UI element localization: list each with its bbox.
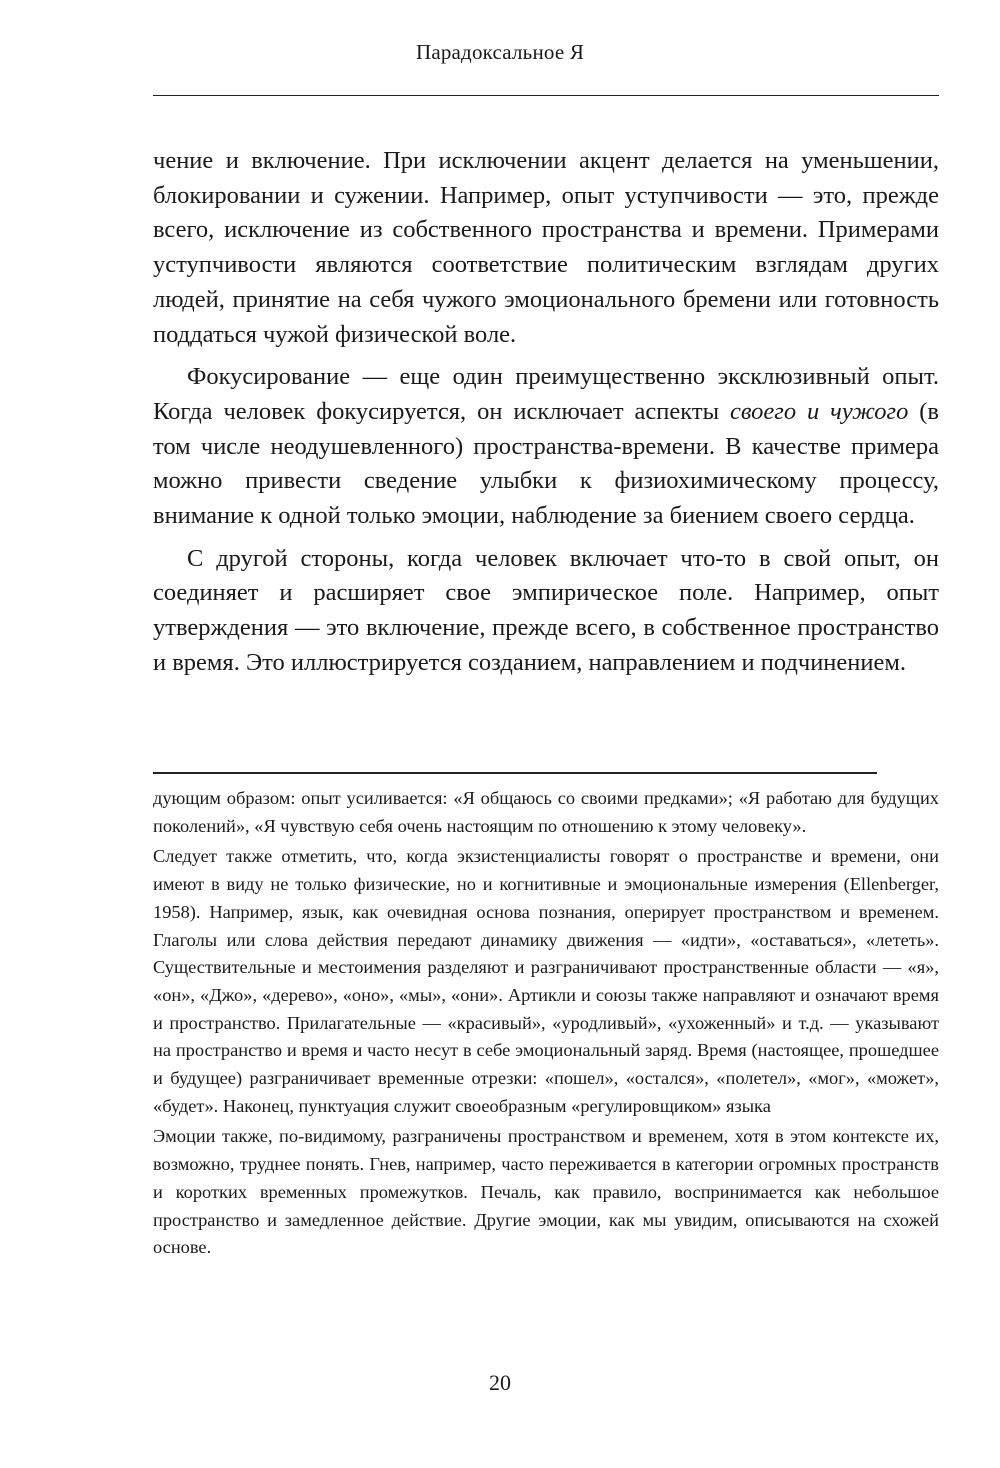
paragraph-2: [153, 360, 939, 534]
footnote-language: Следует также отметить, что, когда экзистенциалисты говорят о пространстве и времени, они имеют в виду не только физические, но и когнитивные и эмоциональные измерения (Ellenberger, 1958). Например, язык, как очевидная основа познания, оперирует пространством и временем. Глаголы или слова действия передают динамику движения — «идти», «оставаться», «лететь». Существительные и местоимения разделяют и разграничивают пространственные области — «я», «он», «Джо», «дерево», «оно», «мы», «они». Артикли и союзы также направляют и означают время и пространство. Прилагательные — «красивый», «уродливый», «ухоженный» и т.д. — указывают на пространство и время и часто несут в себе эмоциональный заряд. Время (настоящее, прошедшее и будущее) разграничивает временные отрезки: «пошел», «остался», «полетел», «мог», «может», «будет». Наконец, пунктуация служит своеобразным «регулировщиком» языка: [153, 846, 939, 1116]
footnote-continuation: дующим образом: опыт усиливается: «Я общаюсь со своими предками»; «Я работаю для будущих поколений», «Я чувствую себя очень настоящим по отношению к этому человеку».: [153, 788, 939, 836]
page-number: 20: [489, 1370, 511, 1395]
paragraph-2-text-b: (в том числе неодушевленного) пространства-времени. В качестве примера можно привести сведение улыбки к физиохимическому процессу, внимание к одной только эмоции, наблюдение за биением своего сердца.: [153, 397, 940, 530]
main-text: [153, 144, 939, 689]
footnotes: [153, 785, 939, 1265]
paragraph-3: С другой стороны, когда человек включает что-то в свой опыт, он соединяет и расширяет свое эмпирическое поле. Например, опыт утверждения — это включение, прежде всего, в собственное пространство и время. Это иллюстрируется созданием, направлением и подчинением.: [153, 544, 939, 676]
header-rule: [153, 95, 939, 96]
paragraph-2-italic: своего и чужого: [729, 397, 909, 425]
paragraph-1: чение и включение. При исключении акцент делается на уменьшении, блокировании и сужении. Например, опыт уступчивости — это, прежде всего, исключение из собственного пространства и времени. Примерами уступчивости являются соответствие политическим взглядам других людей, принятие на себя чужого эмоционального бремени или готовность поддаться чужой физической воле.: [153, 147, 939, 348]
footnote-emotions: Эмоции также, по-видимому, разграничены пространством и временем, хотя в этом контексте их, возможно, труднее понять. Гнев, например, часто переживается в категории огромных пространств и коротких временных промежутков. Печаль, как правило, воспринимается как небольшое пространство и замедленное действие. Другие эмоции, как мы увидим, описываются на схожей основе.: [153, 1126, 939, 1258]
paragraph-2-text-a: Фокусирование — еще один преимущественно эксклюзивный опыт. Когда человек фокусируется, он исключает аспекты: [153, 363, 939, 425]
running-header-title: Парадоксальное Я: [415, 40, 585, 64]
footnote-rule: [153, 772, 877, 774]
